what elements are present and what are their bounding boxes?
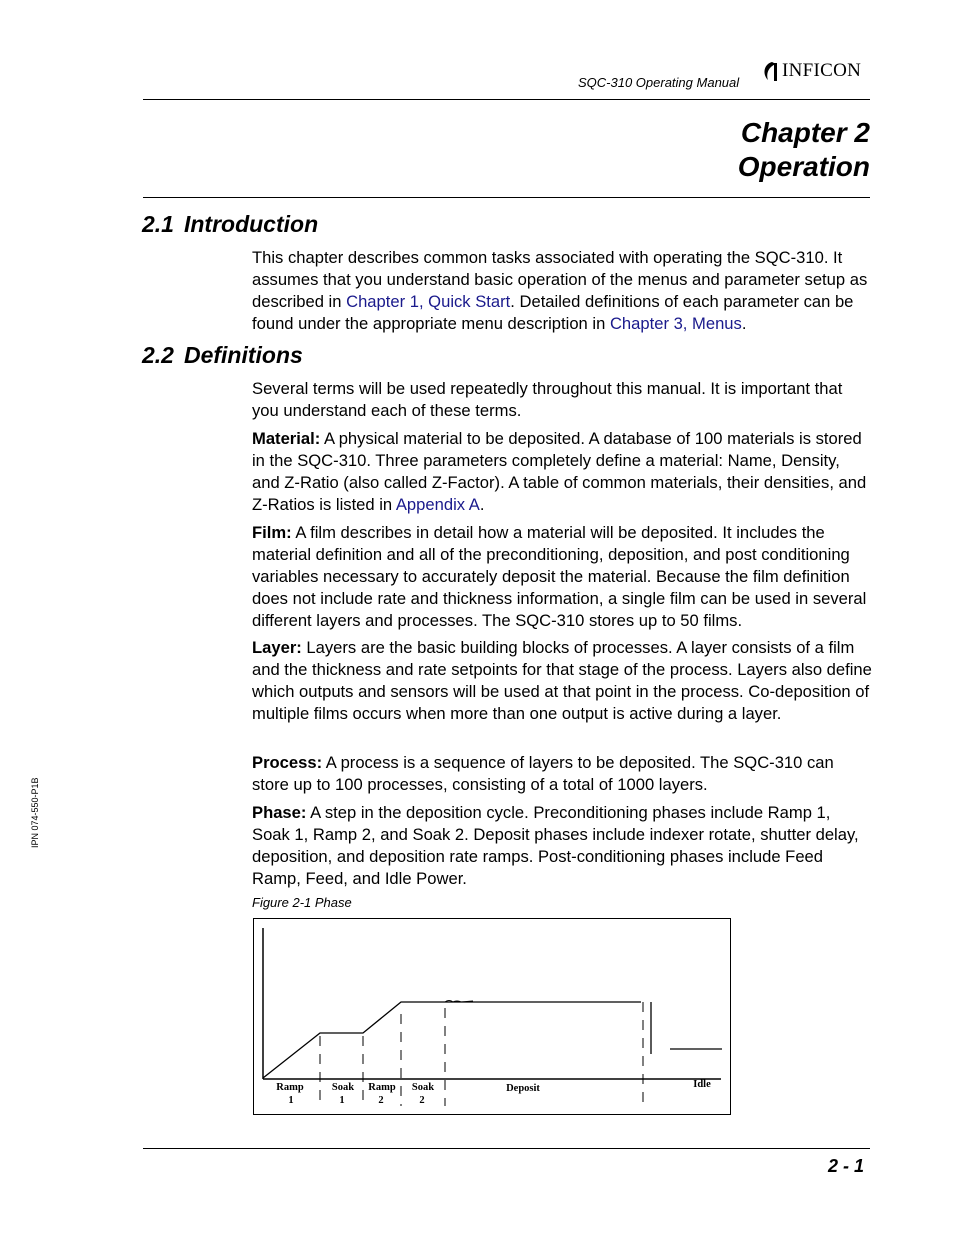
appendix-a-link[interactable]: Appendix A bbox=[395, 495, 480, 514]
logo-text: INFICON bbox=[782, 60, 862, 81]
definition-text: A physical material to be deposited. A database of 100 materials is stored in the SQC-310. Three parameters completely define a material: Name, Density, and Z-Ratio (also called Z-Factor). A table of common materials, their densities, and Z-Ratios is listed in bbox=[252, 429, 867, 514]
label-ramp-1-num: 1 bbox=[288, 1095, 294, 1106]
label-soak-1: Soak bbox=[331, 1082, 355, 1093]
definition-text: A process is a sequence of layers to be deposited. The SQC-310 can store up to 100 processes, consisting of a total of 1000 layers. bbox=[252, 753, 834, 794]
figure-border bbox=[254, 919, 731, 1115]
definition-term: Material: bbox=[252, 429, 321, 448]
section-heading-introduction bbox=[142, 211, 318, 238]
side-ipn-label: IPN 074-550-P1B bbox=[30, 777, 40, 848]
section-heading-definitions bbox=[142, 342, 303, 369]
paragraph-text: . bbox=[741, 314, 747, 333]
definition-text: A step in the deposition cycle. Preconditioning phases include Ramp 1, Soak 1, Ramp 2, and Soak 2. Deposit phases include indexer rotate, shutter delay, deposition, and deposition rate ramps. Post-conditioning phases include Feed Ramp, Feed, and Idle Power. bbox=[252, 803, 859, 888]
figure-caption: Figure 2-1 Phase bbox=[252, 895, 352, 910]
running-header: SQC-310 Operating Manual bbox=[578, 75, 740, 90]
definition-text: . bbox=[479, 495, 485, 514]
paragraph-text: This chapter describes common tasks associated with operating the SQC-310. It assumes that you understand basic operation of the menus and parameter setup as described in bbox=[252, 248, 868, 311]
chapter-number: Chapter 2 bbox=[740, 117, 870, 148]
label-deposit: Deposit bbox=[506, 1083, 540, 1094]
definition-text: A film describes in detail how a material will be deposited. It includes the material definition and all of the preconditioning, deposition, and post conditioning variables necessary to accurately deposit the material. Because the film definition does not include rate and thickness information, a single film can be used in several different layers and processes. The SQC-310 stores up to 50 films. bbox=[252, 523, 867, 630]
chapter-title bbox=[738, 116, 870, 184]
definition-term: Phase: bbox=[252, 803, 307, 822]
section-number: 2.2 bbox=[142, 342, 174, 368]
section-title: Introduction bbox=[183, 211, 319, 237]
section-title: Definitions bbox=[183, 342, 303, 368]
phase-figure bbox=[253, 918, 731, 1115]
label-soak-2-num: 2 bbox=[419, 1095, 425, 1106]
introduction-paragraph bbox=[252, 247, 872, 335]
definition-material bbox=[252, 428, 872, 516]
chapter-name: Operation bbox=[737, 151, 870, 182]
label-idle: Idle bbox=[693, 1079, 711, 1090]
definition-text: Layers are the basic building blocks of processes. A layer consists of a film and the thickness and rate setpoints for that stage of the process. Layers also define which outputs and sensors will be used at that point in the process. Co-deposition of multiple films occurs when more than one output is active during a layer. bbox=[252, 638, 872, 723]
definition-layer bbox=[252, 637, 872, 725]
definition-term: Process: bbox=[252, 753, 323, 772]
label-soak-1-num: 1 bbox=[339, 1095, 345, 1106]
definition-process bbox=[252, 752, 872, 796]
section-number: 2.1 bbox=[142, 211, 174, 237]
chapter3-link[interactable]: Chapter 3, Menus bbox=[609, 314, 742, 333]
chapter1-link[interactable]: Chapter 1, Quick Start bbox=[346, 292, 511, 311]
label-ramp-2: Ramp bbox=[368, 1082, 396, 1093]
definition-phase bbox=[252, 802, 872, 890]
page-number: 2 - 1 bbox=[827, 1156, 864, 1176]
header-rule bbox=[143, 99, 870, 100]
paragraph-text: . Detailed definitions of each parameter can be found under the appropriate menu description in bbox=[252, 292, 854, 333]
definition-term: Layer: bbox=[252, 638, 302, 657]
definitions-intro: Several terms will be used repeatedly throughout this manual. It is important that you understand each of these terms. bbox=[252, 379, 843, 420]
label-ramp-1: Ramp bbox=[276, 1082, 304, 1093]
label-ramp-2-num: 2 bbox=[378, 1095, 384, 1106]
definition-term: Film: bbox=[252, 523, 292, 542]
definition-film bbox=[252, 522, 872, 632]
logo-bar-icon bbox=[774, 63, 777, 81]
footer-rule bbox=[143, 1148, 870, 1149]
chapter-rule bbox=[143, 197, 870, 198]
label-soak-2: Soak bbox=[411, 1082, 435, 1093]
